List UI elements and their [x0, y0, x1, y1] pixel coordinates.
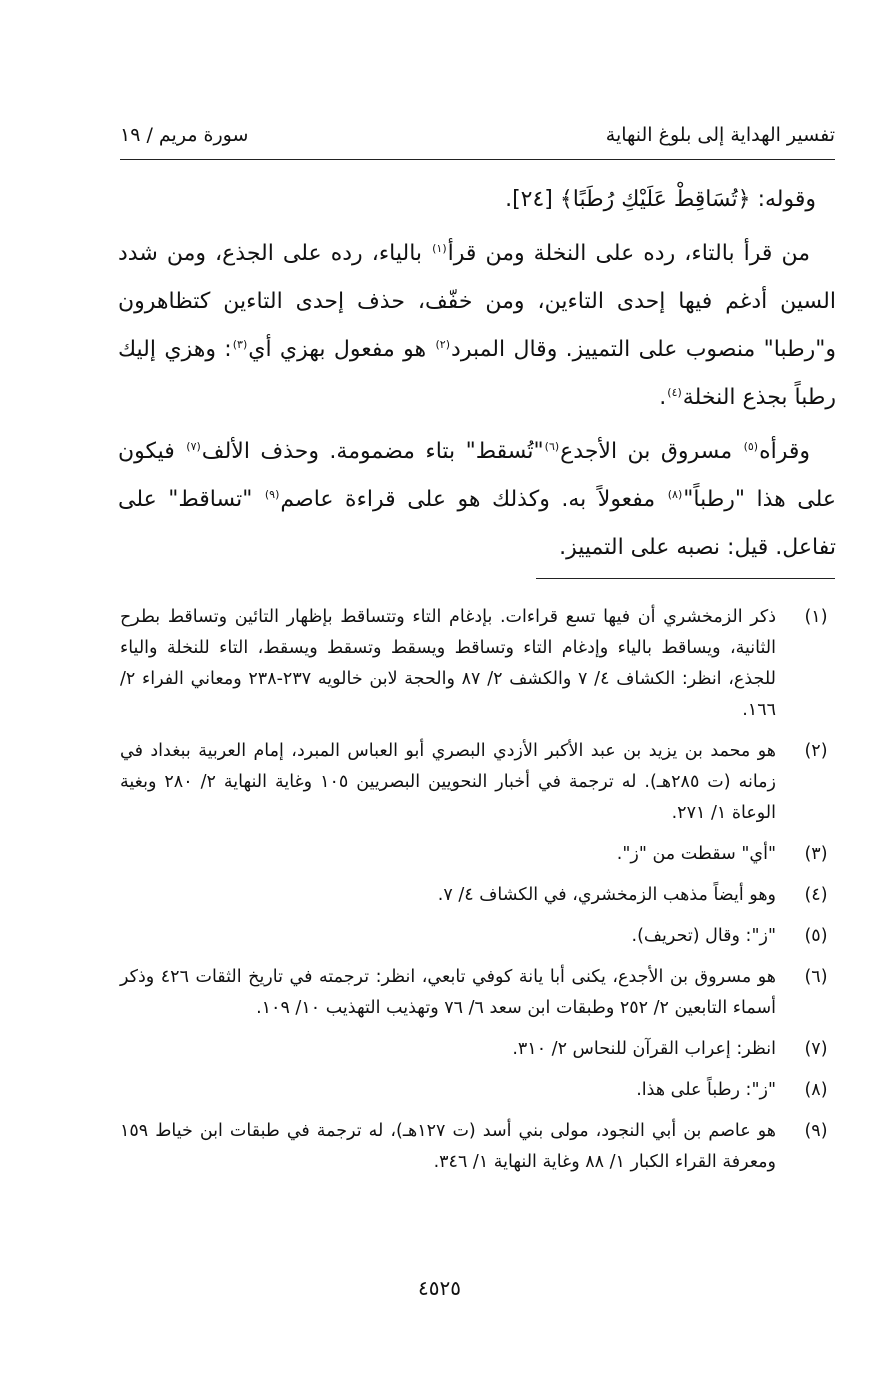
footnote-number: (٧): [804, 1039, 828, 1059]
paragraph-text: من قرأ بالتاء، رده على النخلة ومن قرأ: [447, 241, 811, 266]
footnote-text: "أي" سقطت من "ز".: [616, 844, 776, 864]
footnote-marker[interactable]: (١): [432, 241, 447, 255]
footnote-number: (٨): [804, 1080, 828, 1100]
footnote-marker[interactable]: (٣): [232, 337, 248, 351]
footnote-text: هو عاصم بن أبي النجود، مولى بني أسد (ت ١٢٧هـ)، له ترجمة في طبقات ابن خياط ١٥٩ ومعرفة القراء الكبار ١/ ٨٨ وغاية النهاية ١/ ٣٤٦.: [120, 1121, 776, 1172]
verse-reference: [٢٤].: [505, 187, 553, 212]
paragraph-text: هو مفعول بهزي أي: [248, 337, 427, 362]
footnote-item: [120, 602, 836, 726]
footnote-marker[interactable]: (٩): [264, 487, 280, 501]
paragraph-text: "تساقط" على تفاعل. قيل: نصبه على التمييز.: [118, 487, 836, 560]
footnote-number: (٥): [804, 926, 828, 946]
footnote-marker[interactable]: (٨): [667, 487, 683, 501]
footnote-item: [120, 736, 836, 829]
footnote-marker[interactable]: (٧): [186, 439, 201, 453]
footnote-text: وهو أيضاً مذهب الزمخشري، في الكشاف ٤/ ٧.: [437, 885, 776, 905]
paragraph-text: مفعولاً به. وكذلك هو على قراءة عاصم: [280, 487, 656, 512]
footnote-divider: [536, 578, 835, 579]
footnotes: [120, 602, 836, 1188]
footnote-text: ذكر الزمخشري أن فيها تسع قراءات. بإدغام التاء وتتساقط بإظهار التائين وتساقط بطرح الثانية، ويساقط بالياء وإدغام التاء وتساقط ويسقط وتسقط ويسقط، التاء للنخلة والياء للجذع، انظر: الكشاف ٤/ ٧ والكشف ٢/ ٨٧ والحجة لابن خالويه ٢٣٧-٢٣٨ ومعاني الفراء ٢/ ١٦٦.: [120, 607, 776, 720]
footnote-number: (٤): [804, 885, 828, 905]
footnote-item: [120, 1116, 836, 1178]
footnote-item: [120, 962, 836, 1024]
footnote-number: (٣): [804, 844, 828, 864]
footnote-marker[interactable]: (٤): [667, 385, 682, 399]
footnote-item: [120, 921, 836, 952]
verse-intro: وقوله:: [757, 187, 816, 212]
paragraph-text: "تُسقط" بتاء مضمومة. وحذف الألف: [201, 439, 544, 464]
paragraph-text: وقرأه: [759, 439, 810, 464]
quran-verse: ﴿تُسَاقِطْ عَلَيْكِ رُطَبًا﴾: [559, 187, 751, 212]
running-header: [120, 118, 835, 152]
paragraph-text: مسروق بن الأجدع: [560, 439, 733, 464]
paragraph-text: : وهزي إليك رطباً بجذع النخلة: [118, 337, 836, 410]
footnote-marker[interactable]: (٥): [743, 439, 759, 453]
paragraph-text: بالياء، رده على الجذع، ومن شدد السين أدغم فيها إحدى التاءين، ومن خفّف، حذف إحدى التاءين كتظاهرون و"رطبا" منصوب على التمييز. وقال المبرد: [118, 241, 837, 362]
footnote-number: (٦): [804, 967, 828, 987]
footnote-marker[interactable]: (٦): [544, 439, 560, 453]
verse-line: [118, 176, 836, 224]
footnote-item: [120, 1034, 836, 1065]
footnote-marker[interactable]: (٢): [435, 337, 451, 351]
footnote-text: "ز": رطباً على هذا.: [636, 1080, 776, 1100]
footnote-text: "ز": وقال (تحريف).: [631, 926, 776, 946]
footnote-item: [120, 839, 836, 870]
paragraph-2: [118, 428, 836, 572]
paragraph-text: .: [659, 385, 667, 410]
footnote-number: (١): [804, 607, 828, 627]
footnote-number: (٩): [804, 1121, 828, 1141]
header-divider: [120, 159, 835, 160]
main-text: [118, 176, 836, 578]
paragraph-text: فيكون على هذا "رطباً": [118, 439, 836, 512]
footnote-item: [120, 1075, 836, 1106]
surah-label: سورة مريم / ١٩: [120, 124, 249, 146]
footnote-item: [120, 880, 836, 911]
footnote-text: هو محمد بن يزيد بن عبد الأكبر الأزدي البصري أبو العباس المبرد، إمام العربية ببغداد في زمانه (ت ٢٨٥هـ). له ترجمة في أخبار النحويين البصريين ١٠٥ وغاية النهاية ٢/ ٢٨٠ وبغية الوعاة ١/ ٢٧١.: [120, 741, 776, 823]
footnote-text: انظر: إعراب القرآن للنحاس ٢/ ٣١٠.: [512, 1039, 776, 1059]
book-title: تفسير الهداية إلى بلوغ النهاية: [605, 124, 835, 146]
page-number: ٤٥٢٥: [418, 1276, 461, 1300]
paragraph-1: [118, 230, 836, 422]
footnote-number: (٢): [804, 741, 828, 761]
footnote-text: هو مسروق بن الأجدع، يكنى أبا يانة كوفي تابعي، انظر: ترجمته في تاريخ الثقات ٤٢٦ وذكر أسماء التابعين ٢/ ٢٥٢ وطبقات ابن سعد ٦/ ٧٦ وتهذيب التهذيب ١٠/ ١٠٩.: [120, 967, 776, 1018]
